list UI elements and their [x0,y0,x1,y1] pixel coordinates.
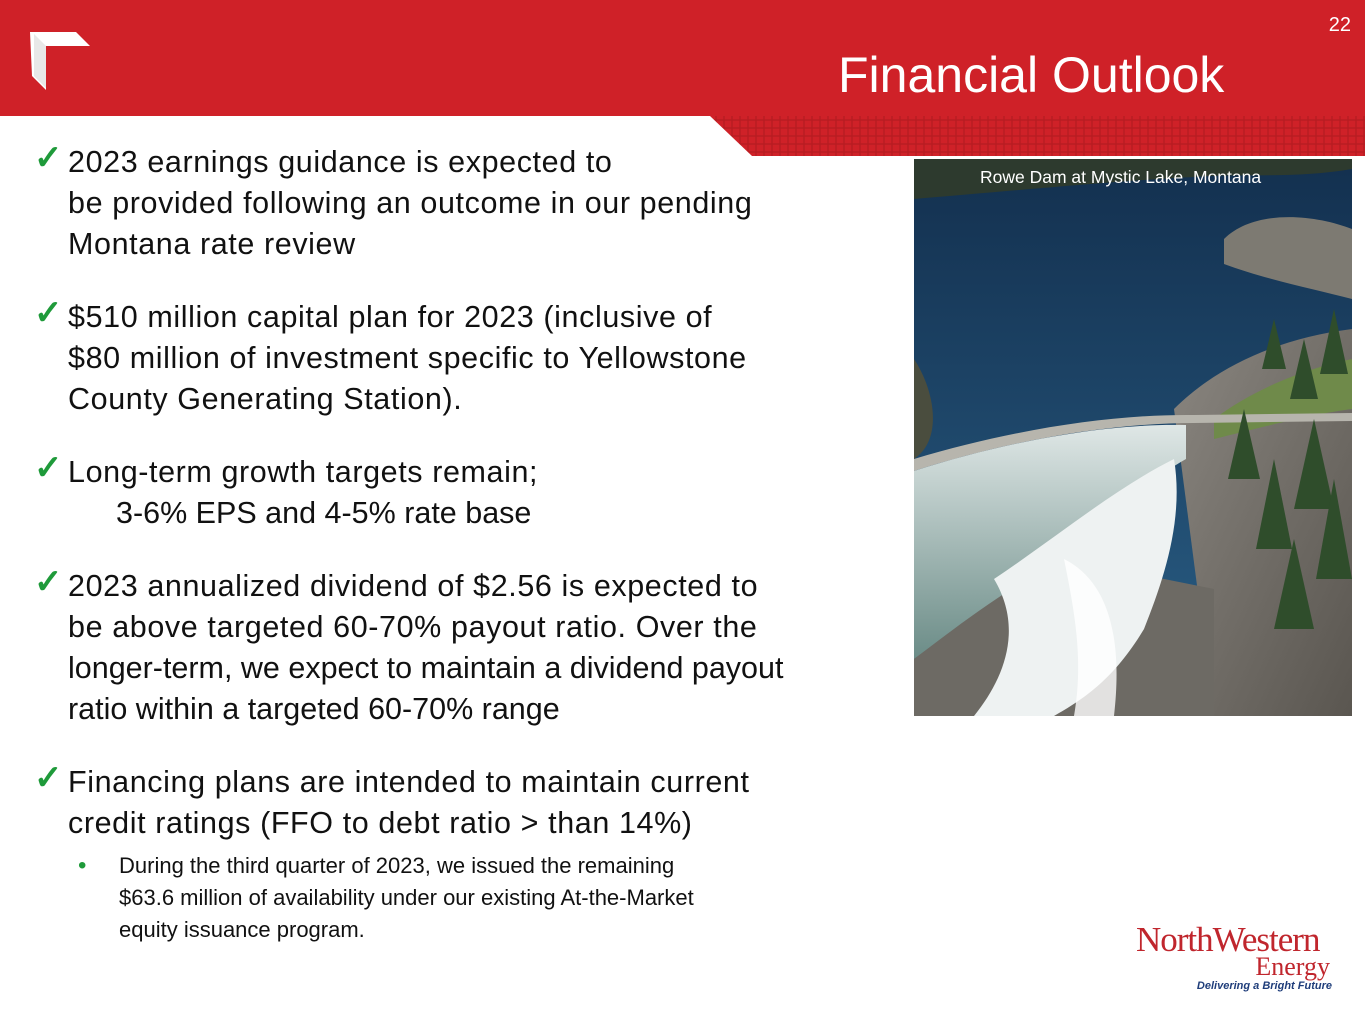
bullet-line: $80 million of investment specific to Yellowstone [68,341,747,375]
logo-name-energy: Energy [1255,952,1330,981]
bullet-capital-plan [34,294,884,420]
bullet-growth-targets [34,449,884,534]
sub-bullet-line: $63.6 million of availability under our existing At-the-Market [119,885,694,910]
check-icon: ✓ [34,563,64,601]
page-number: 22 [1328,14,1351,36]
logo-tagline: Delivering a Bright Future [1196,980,1332,992]
bullet-financing-plans [34,759,884,844]
bullet-line: longer-term, we expect to maintain a dividend payout [68,651,784,685]
bullet-line: Long-term growth targets remain; [68,455,539,489]
bullet-earnings-guidance [34,139,884,265]
check-icon: ✓ [34,139,64,177]
photo-caption: Rowe Dam at Mystic Lake, Montana [980,167,1262,187]
dam-illustration [914,159,1352,716]
bullet-line: Financing plans are intended to maintain current [68,765,750,799]
bullet-line: be above targeted 60-70% payout ratio. Over the [68,610,758,644]
bullet-list [34,139,884,946]
bullet-line: $510 million capital plan for 2023 (inclusive of [68,300,713,334]
bullet-line: credit ratings (FFO to debt ratio > than 14%) [68,806,693,840]
dam-photo [914,159,1352,716]
bullet-line: 2023 annualized dividend of $2.56 is expected to [68,569,759,603]
bullet-line: Montana rate review [68,227,356,261]
sub-bullet-atm-program [34,850,884,946]
logo-name: NorthWestern [1136,920,1320,959]
bullet-line: 3-6% EPS and 4-5% rate base [116,496,532,530]
bullet-line: 2023 earnings guidance is expected to [68,145,613,179]
sub-bullet-line: equity issuance program. [119,917,365,942]
page-title: Financial Outlook [838,47,1225,103]
check-icon: ✓ [34,294,64,332]
sub-bullet-line: During the third quarter of 2023, we issued the remaining [119,853,675,878]
check-icon: ✓ [34,759,64,797]
northwestern-energy-logo [1136,920,1336,1000]
bullet-dot-icon: • [78,852,87,879]
bullet-line: be provided following an outcome in our pending [68,186,753,220]
check-icon: ✓ [34,449,64,487]
corner-bracket-icon [30,30,92,92]
bullet-line: County Generating Station). [68,382,463,416]
bullet-dividend [34,563,884,730]
bullet-line: ratio within a targeted 60-70% range [68,692,560,726]
